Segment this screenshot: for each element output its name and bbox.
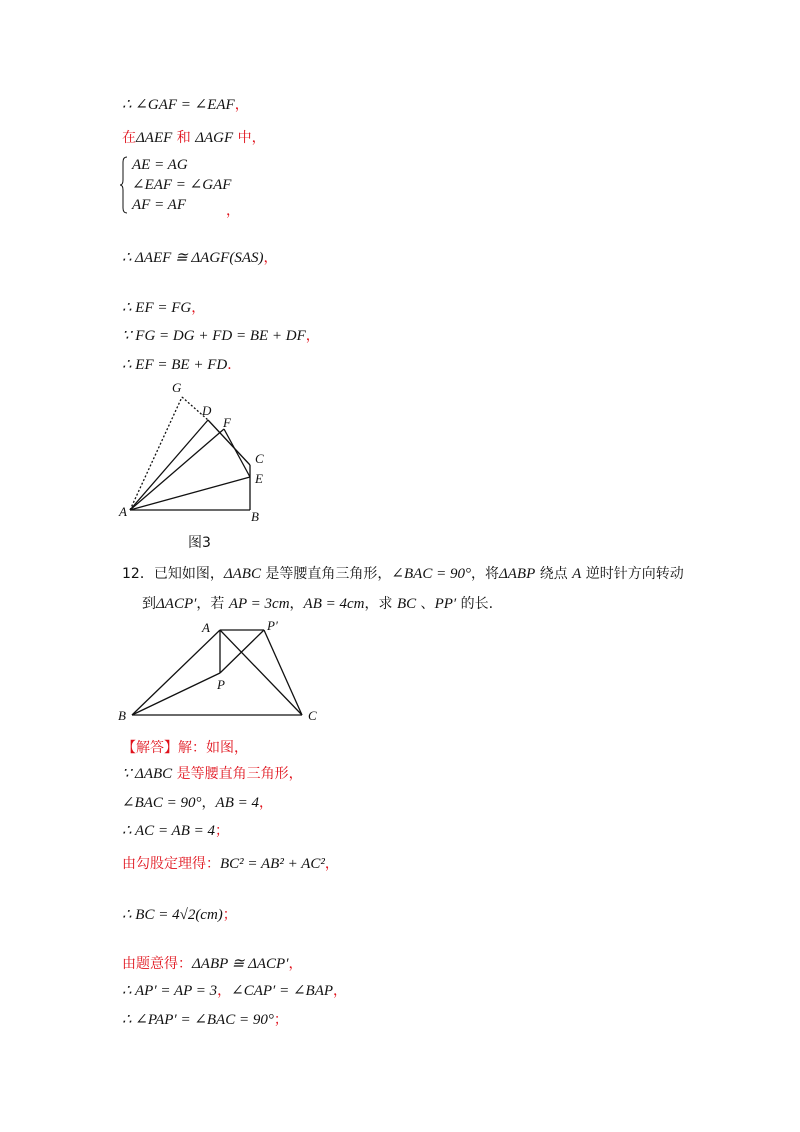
proof-line-2-text-c: 中， — [233, 130, 266, 146]
figure-3-caption: 图3 — [188, 535, 211, 551]
p12-text-i: 逆时针方向转动 — [581, 566, 684, 582]
label-C: C — [308, 708, 317, 723]
proof-line-6-punct: ． — [227, 357, 242, 373]
solution-line-4 — [122, 855, 339, 873]
segment-AG — [130, 397, 182, 510]
system-row-2: ∠EAF = ∠GAF — [132, 177, 232, 193]
proof-line-3-math: ∴ ΔAEF ≅ ΔAGF(SAS) — [122, 250, 264, 266]
equation-system — [120, 156, 320, 220]
proof-line-3-punct: ， — [263, 250, 278, 266]
sol-3-punct: ； — [215, 823, 229, 839]
p12-text-g: 绕点 — [535, 566, 573, 582]
label-E: E — [255, 471, 263, 486]
sol-7-punct-b: ， — [217, 983, 232, 999]
problem-12-line-2 — [142, 595, 493, 613]
solution-line-3 — [122, 822, 229, 840]
sol-7-math-a: ∴ AP′ = AP = 3 — [122, 983, 218, 999]
system-row-3: AF = AF — [132, 197, 187, 213]
segment-AD — [130, 420, 208, 510]
sol-2-punct-d: ， — [258, 795, 273, 811]
solution-head: 【解答】解：如图， — [122, 740, 248, 756]
problem-12-line-1 — [122, 565, 684, 583]
sol-4-punct: ， — [324, 856, 339, 872]
problem-number: 12． — [122, 566, 154, 582]
p12-math2-d: AP = 3cm — [228, 596, 290, 612]
label-C: C — [255, 451, 264, 466]
proof-line-4-punct: ， — [191, 300, 206, 316]
label-A: A — [119, 504, 127, 519]
sol-8-math: ∴ ∠PAP′ = ∠BAC = 90° — [122, 1012, 274, 1028]
segment-AF — [130, 429, 224, 510]
label-D: D — [202, 403, 212, 418]
sol-2-punct-b: ， — [201, 795, 216, 811]
p12-text2-e: ， — [289, 596, 304, 612]
system-punct: ， — [226, 203, 240, 219]
segment-AE — [130, 477, 250, 510]
proof-line-5-math: ∵ FG = DG + FD = BE + DF — [122, 328, 306, 344]
sol-5-punct: ； — [222, 907, 237, 923]
system-row-1: AE = AG — [132, 157, 188, 173]
proof-line-4-math: ∴ EF = FG — [122, 300, 192, 316]
p12-text-c: 是等腰直角三角形， — [260, 566, 392, 582]
proof-line-4 — [122, 299, 205, 317]
sol-4-text: 由勾股定理得： — [122, 856, 220, 872]
sol-2-math-a: ∠BAC = 90° — [122, 795, 202, 811]
left-brace-icon — [120, 156, 128, 214]
label-F: F — [223, 415, 231, 430]
sol-7-math-c: ∠CAP′ = ∠BAP — [231, 983, 334, 999]
solution-line-5 — [122, 906, 237, 924]
solution-line-8 — [122, 1011, 288, 1029]
p12-math2-h: BC — [396, 596, 417, 612]
figure-3-diagram — [110, 375, 280, 525]
proof-line-2-tri1: ΔAEF — [136, 130, 173, 146]
sol-6-math: ΔABP ≅ ΔACP′ — [192, 956, 289, 972]
label-P-prime: P′ — [267, 618, 278, 633]
segment-PpC — [264, 630, 302, 715]
proof-line-1 — [122, 96, 249, 114]
segment-BP — [132, 673, 220, 715]
proof-line-5 — [122, 327, 320, 345]
solution-line-1 — [122, 765, 303, 783]
sol-7-punct-d: ， — [333, 983, 348, 999]
proof-line-6 — [122, 356, 241, 374]
sol-4-math: BC² = AB² + AC² — [220, 856, 325, 872]
solution-line-6 — [122, 955, 303, 973]
sol-1-math: ∵ ΔABC — [122, 766, 173, 782]
sol-3-math: ∴ AC = AB = 4 — [122, 823, 215, 839]
proof-line-3 — [122, 249, 278, 267]
proof-line-1-punct: ， — [234, 97, 249, 113]
proof-line-6-math: ∴ EF = BE + FD — [122, 357, 228, 373]
segment-AB — [132, 630, 220, 715]
sol-6-text: 由题意得： — [122, 956, 192, 972]
sol-5-math: ∴ BC = 4√2(cm) — [122, 907, 223, 923]
p12-math-h: A — [572, 566, 582, 582]
label-B: B — [251, 509, 259, 524]
p12-text2-k: 的长. — [456, 596, 494, 612]
sol-6-punct: ， — [288, 956, 303, 972]
p12-math2-b: ΔACP′ — [156, 596, 197, 612]
p12-math-d: ∠BAC = 90° — [391, 566, 471, 582]
proof-line-2 — [122, 129, 266, 147]
sol-2-math-c: AB = 4 — [215, 795, 259, 811]
proof-line-1-math: ∴ ∠GAF = ∠EAF — [122, 97, 235, 113]
p12-math-f: ΔABP — [498, 566, 536, 582]
p12-math2-j: PP′ — [434, 596, 457, 612]
sol-8-punct: ； — [273, 1012, 288, 1028]
p12-text-a: 已知如图， — [153, 566, 224, 582]
p12-text2-i: 、 — [416, 596, 435, 612]
proof-line-5-punct: ， — [305, 328, 320, 344]
label-A: A — [202, 620, 210, 635]
p12-text2-a: 到 — [142, 596, 156, 612]
segment-FE — [224, 429, 250, 477]
label-B: B — [118, 708, 126, 723]
p12-text-e: ，将 — [470, 566, 499, 582]
label-G: G — [172, 380, 182, 395]
sol-1-text: 是等腰直角三角形， — [172, 766, 303, 782]
solution-line-2 — [122, 794, 273, 812]
proof-line-2-tri2: ΔAGF — [195, 130, 234, 146]
proof-line-2-text-a: 在 — [122, 130, 136, 146]
p12-text2-c: ，若 — [196, 596, 229, 612]
proof-line-2-text-b: 和 — [172, 130, 196, 146]
p12-text2-g: ，求 — [364, 596, 397, 612]
label-P: P — [217, 677, 225, 692]
p12-math-b: ΔABC — [223, 566, 261, 582]
figure-12-diagram — [112, 618, 327, 728]
segment-AC — [220, 630, 302, 715]
p12-math2-f: AB = 4cm — [303, 596, 365, 612]
solution-line-7 — [122, 982, 347, 1000]
